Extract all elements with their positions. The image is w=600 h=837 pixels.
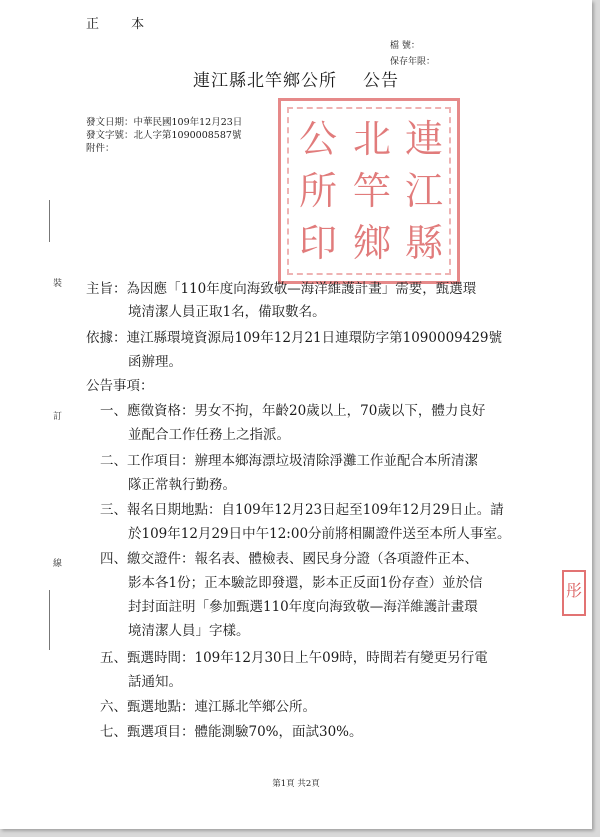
margin-mark-bind: 裝 bbox=[53, 279, 63, 289]
item-6-line-1: 六、甄選地點：連江縣北竿鄉公所。 bbox=[100, 699, 316, 715]
seal-char-6: 鄉 bbox=[353, 221, 392, 265]
basis-line-2: 函辦理。 bbox=[128, 354, 182, 370]
attachment-label: 附件： bbox=[86, 143, 115, 154]
retention-label: 保存年限： bbox=[390, 57, 436, 67]
item-4-line-3: 封封面註明「參加甄選110年度向海致敬—海洋維護計畫環 bbox=[128, 599, 478, 615]
subject-line-2: 境清潔人員正取1名，備取數名。 bbox=[128, 304, 326, 320]
margin-mark-staple: 訂 bbox=[53, 412, 63, 422]
margin-line-bottom bbox=[49, 590, 50, 650]
item-1-line-1: 一、應徵資格：男女不拘，年齡20歲以上，70歲以下，體力良好 bbox=[100, 403, 486, 419]
small-seal-char: 彤 bbox=[566, 581, 583, 600]
page-footer: 第1頁 共2頁 bbox=[272, 779, 320, 789]
seal-char-3: 縣 bbox=[405, 221, 444, 265]
small-personal-seal bbox=[562, 570, 586, 616]
seal-char-5: 竿 bbox=[353, 169, 392, 213]
document-title bbox=[0, 66, 592, 91]
items-header: 公告事項： bbox=[86, 378, 154, 394]
basis-line-1: 依據：連江縣環境資源局109年12月21日連環防字第1090009429號 bbox=[86, 330, 503, 346]
seal-char-4: 北 bbox=[353, 117, 392, 161]
file-number-label: 檔 號： bbox=[390, 41, 420, 51]
margin-mark-line: 線 bbox=[53, 559, 63, 569]
seal-char-8: 所 bbox=[299, 169, 338, 213]
official-seal bbox=[278, 98, 460, 284]
item-4-line-4: 境清潔人員」字樣。 bbox=[128, 623, 250, 639]
item-7-line-1: 七、甄選項目：體能測驗70%，面試30%。 bbox=[100, 724, 363, 740]
item-4-line-1: 四、繳交證件：報名表、體檢表、國民身分證（各項證件正本、 bbox=[100, 551, 478, 567]
item-5-line-1: 五、甄選時間：109年12月30日上午09時，時間若有變更另行電 bbox=[100, 650, 488, 666]
title-doc-type: 公告 bbox=[363, 71, 399, 91]
item-2-line-2: 隊正常執行勤務。 bbox=[128, 477, 236, 493]
reference-number: 發文字號：北人字第1090008587號 bbox=[86, 130, 242, 141]
seal-char-2: 江 bbox=[405, 169, 444, 213]
item-1-line-2: 並配合工作任務上之指派。 bbox=[128, 427, 290, 443]
seal-char-1: 連 bbox=[405, 117, 444, 161]
item-4-line-2: 影本各1份；正本驗訖即發還，影本正反面1份存查）並於信 bbox=[128, 575, 483, 591]
item-3-line-2: 於109年12月29日中午12:00分前將相關證件送至本所人事室。 bbox=[128, 526, 511, 542]
seal-char-7: 公 bbox=[299, 117, 338, 161]
item-5-line-2: 話通知。 bbox=[128, 674, 182, 690]
item-2-line-1: 二、工作項目：辦理本鄉海漂垃圾清除淨灘工作並配合本所清潔 bbox=[100, 453, 478, 469]
subject-line-1: 主旨：為因應「110年度向海致敬—海洋維護計畫」需要，甄選環 bbox=[86, 281, 477, 297]
margin-line-top bbox=[49, 200, 50, 242]
title-org: 連江縣北竿鄉公所 bbox=[193, 71, 337, 91]
copy-label: 正 本 bbox=[86, 17, 159, 32]
item-3-line-1: 三、報名日期地點：自109年12月23日起至109年12月29日止。請 bbox=[100, 502, 504, 518]
seal-char-9: 印 bbox=[299, 221, 338, 265]
issue-date: 發文日期：中華民國109年12月23日 bbox=[86, 117, 243, 128]
